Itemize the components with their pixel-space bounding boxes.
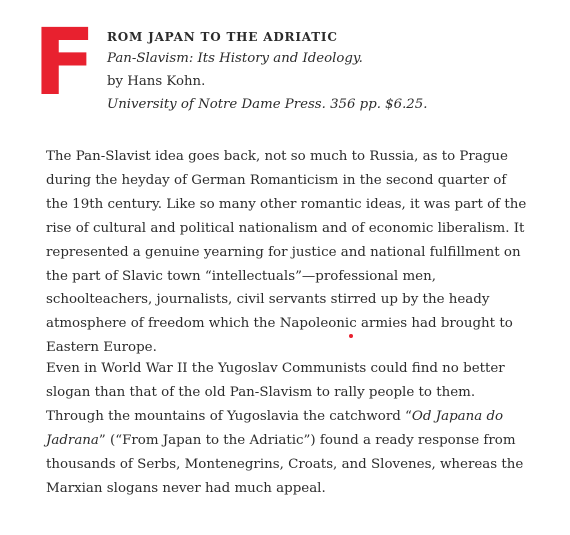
text-line: represented a genuine yearning for justice and national fulfillment on (46, 244, 521, 260)
text-line (46, 405, 570, 429)
text-line: schoolteachers, journalists, civil servants stirred up by the heady (46, 292, 490, 308)
text-line: slogan than that of the old Pan-Slavism to rally people to them. (46, 384, 476, 400)
text-line: thousands of Serbs, Montenegrins, Croats, and Slovenes, whereas the (46, 456, 524, 472)
slogan-italic: Od Japana do (411, 408, 504, 424)
text-segment: Through the mountains of Yugoslavia the catchword “ (46, 408, 412, 424)
book-title: Pan-Slavism: Its History and Ideology. (107, 51, 363, 66)
book-author: by Hans Kohn. (107, 74, 206, 89)
article-title: ROM JAPAN TO THE ADRIATIC (107, 30, 338, 44)
text-line: the 19th century. Like so many other romantic ideas, it was part of the (46, 196, 527, 212)
text-line: atmosphere of freedom which the Napoleonic armies had brought to (46, 316, 513, 332)
paragraph-2 (46, 357, 570, 500)
slogan-italic: Jadrana (46, 432, 99, 448)
text-line: rise of cultural and political nationalism and of economic liberalism. It (46, 220, 525, 236)
drop-cap: F (33, 9, 94, 116)
text-segment: ” (“From Japan to the Adriatic”) found a ready response from (98, 432, 516, 448)
text-line: Even in World War II the Yugoslav Communists could find no better (46, 361, 505, 376)
paragraph-1 (46, 145, 570, 360)
spellcheck-marker (349, 334, 353, 338)
text-line: the part of Slavic town “intellectuals”—professional men, (46, 268, 436, 284)
text-line (46, 429, 570, 453)
text-line: Marxian slogans never had much appeal. (46, 480, 326, 496)
text-line: during the heyday of German Romanticism in the second quarter of (46, 172, 507, 188)
book-publisher: University of Notre Dame Press. 356 pp. $6.25. (107, 97, 428, 112)
text-line: The Pan-Slavist idea goes back, not so much to Russia, as to Prague (46, 149, 508, 164)
review-header (107, 27, 427, 116)
text-line: Eastern Europe. (46, 340, 157, 356)
